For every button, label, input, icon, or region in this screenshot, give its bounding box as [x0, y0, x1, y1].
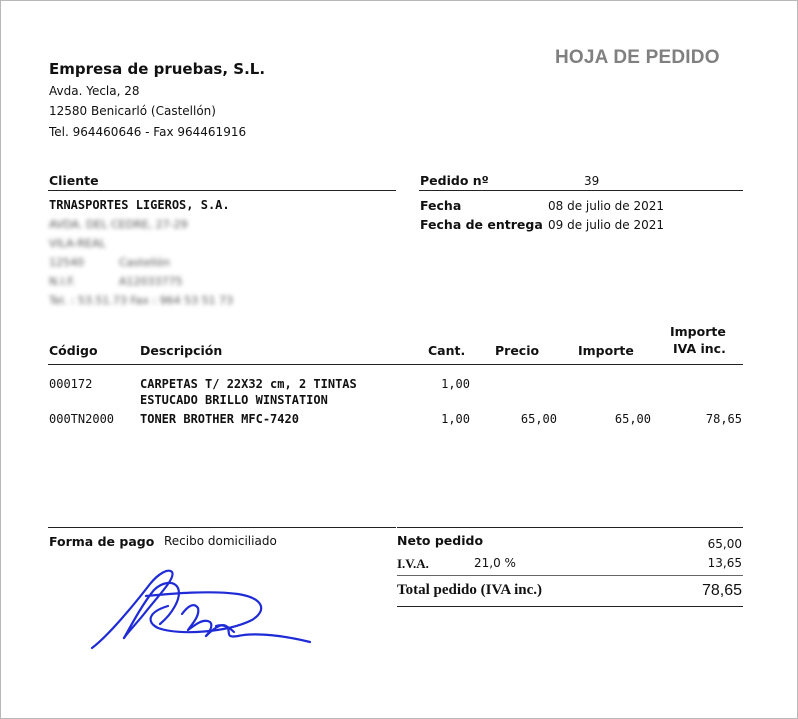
total-label: Total pedido (IVA inc.) [397, 582, 543, 598]
col-header-qty: Cant. [428, 343, 466, 358]
client-town: VILA-REAL [49, 237, 106, 250]
vat-label: I.V.A. [397, 556, 429, 571]
client-province: Castellón [119, 256, 171, 269]
row1-desc-line2: ESTUCADO BRILLO WINSTATION [140, 393, 328, 407]
vat-value: 13,65 [707, 556, 742, 570]
row1-qty: 1,00 [441, 377, 470, 391]
vat-rate: 21,0 % [474, 556, 516, 570]
order-rule [419, 190, 743, 191]
table-header-rule [48, 364, 743, 365]
col-header-code: Código [49, 343, 98, 358]
total-rule [397, 606, 743, 607]
payment-value: Recibo domiciliado [164, 534, 277, 548]
company-name: Empresa de pruebas, S.L. [49, 60, 266, 78]
row2-amount-vat: 78,65 [705, 412, 742, 426]
col-header-description: Descripción [140, 343, 223, 358]
col-header-amount-vat-1: Importe [670, 324, 726, 339]
client-phones: Tel. : 53.51.73 Fax : 964 53 51 73 [49, 294, 234, 307]
net-value: 65,00 [707, 537, 742, 551]
total-value: 78,65 [701, 582, 742, 599]
row2-qty: 1,00 [441, 412, 470, 426]
order-date-label: Fecha [420, 198, 462, 213]
order-number: 39 [584, 174, 600, 188]
col-header-amount-vat-2: IVA inc. [673, 341, 726, 356]
col-header-amount: Importe [578, 343, 634, 358]
net-label: Neto pedido [397, 533, 484, 548]
payment-rule [48, 527, 396, 528]
client-nif-label: N.I.F. [49, 275, 76, 288]
row2-amount: 65,00 [614, 412, 651, 426]
client-zip: 12540 [49, 256, 84, 269]
client-address: AVDA. DEL CEDRE, 27-29 [49, 218, 188, 231]
order-date: 08 de julio de 2021 [548, 199, 665, 213]
client-rule [48, 190, 396, 191]
row2-code: 000TN2000 [49, 412, 115, 426]
document-title: HOJA DE PEDIDO [555, 47, 720, 68]
company-address: Avda. Yecla, 28 [49, 84, 140, 98]
col-header-price: Precio [495, 343, 540, 358]
vat-rule [397, 575, 743, 576]
company-phone: Tel. 964460646 - Fax 964461916 [49, 125, 247, 139]
row2-price: 65,00 [520, 412, 557, 426]
client-header: Cliente [49, 173, 99, 188]
client-nif: A12033775 [119, 275, 183, 288]
handwritten-signature [88, 566, 314, 656]
row1-desc-line1: CARPETAS T/ 22X32 cm, 2 TINTAS [140, 377, 357, 391]
client-name: TRNASPORTES LIGEROS, S.A. [49, 198, 230, 212]
delivery-date: 09 de julio de 2021 [548, 218, 665, 232]
order-number-label: Pedido nº [420, 173, 489, 188]
payment-label: Forma de pago [49, 534, 155, 549]
row1-code: 000172 [49, 377, 93, 391]
company-city: 12580 Benicarló (Castellón) [49, 104, 216, 118]
row2-desc-line1: TONER BROTHER MFC-7420 [140, 412, 299, 426]
totals-rule [397, 527, 743, 528]
delivery-date-label: Fecha de entrega [420, 217, 543, 232]
